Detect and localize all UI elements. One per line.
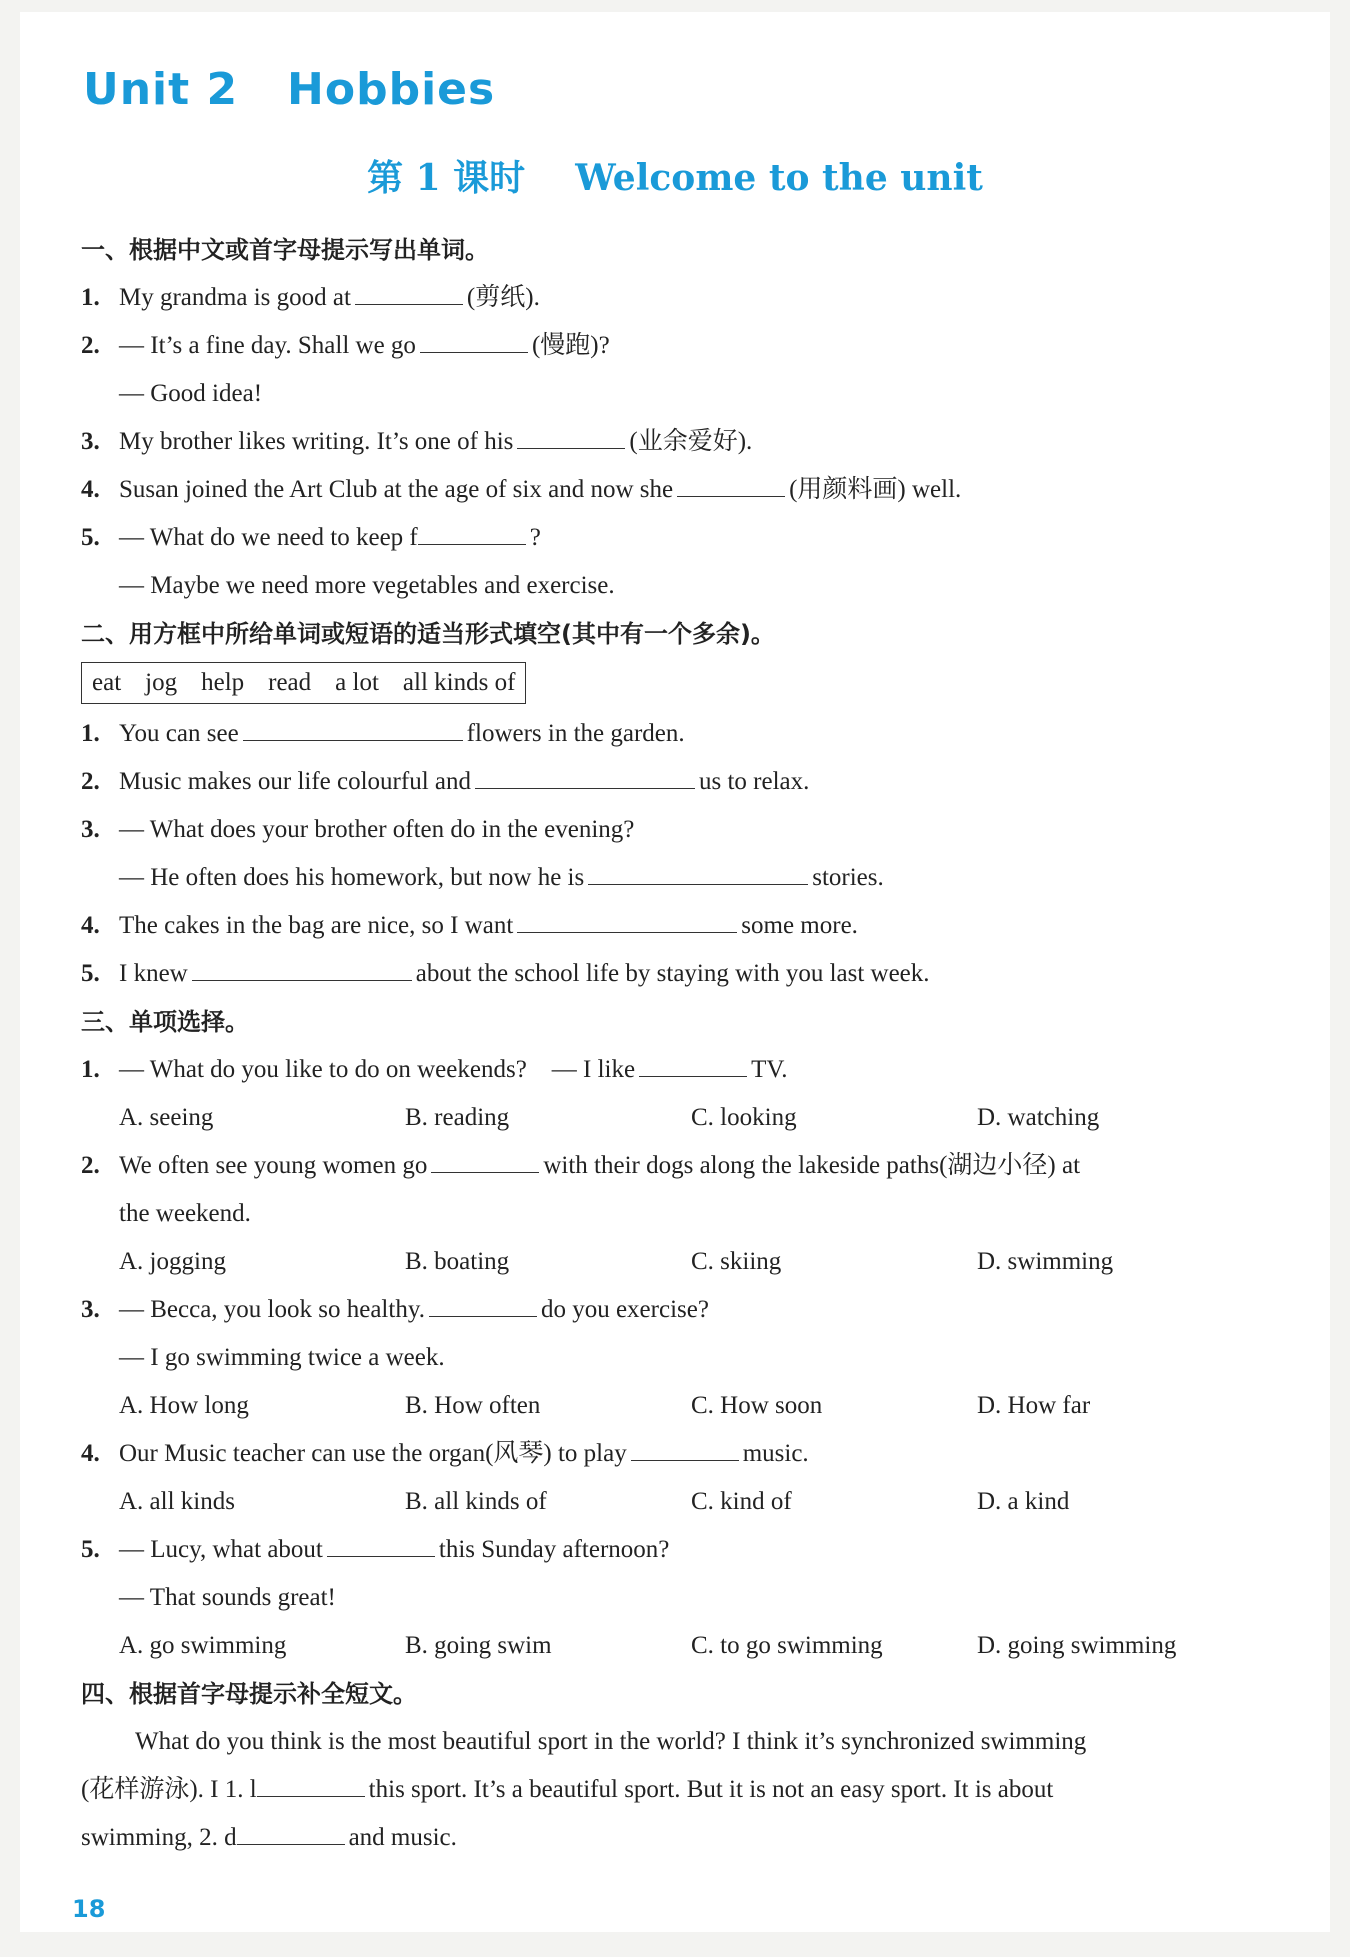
passage-text: (花样游泳). I 1. l [81, 1776, 257, 1803]
answer-blank[interactable] [517, 420, 625, 449]
option-d[interactable]: D. swimming [977, 1248, 1114, 1275]
question-text: Music makes our life colourful and [119, 768, 471, 795]
question-text: My grandma is good at [119, 284, 351, 311]
question-number: 1. [81, 1056, 100, 1083]
s3-q1 [81, 1046, 1291, 1094]
page-number: 18 [72, 1895, 106, 1923]
question-number: 2. [81, 768, 100, 795]
section2-heading: 二、用方框中所给单词或短语的适当形式填空(其中有一个多余)。 [81, 620, 775, 648]
answer-blank[interactable] [588, 856, 808, 885]
section1-heading: 一、根据中文或首字母提示写出单词。 [81, 236, 489, 264]
s1-q5 [81, 514, 1291, 562]
question-text-after: TV. [751, 1056, 788, 1083]
question-text-after: (剪纸). [466, 284, 540, 311]
answer-blank[interactable] [418, 516, 526, 545]
answer-blank[interactable] [631, 1432, 739, 1461]
lesson-title: 第 1 课时 Welcome to the unit [367, 157, 983, 199]
answer-blank[interactable] [192, 952, 412, 981]
question-number: 3. [81, 816, 100, 843]
question-text-after: about the school life by staying with you last week. [415, 960, 930, 987]
answer-blank[interactable] [420, 324, 528, 353]
s3-q1-options [81, 1094, 1291, 1142]
s3-q3-options [81, 1382, 1291, 1430]
question-number: 5. [81, 1536, 100, 1563]
s3-q3 [81, 1286, 1291, 1334]
question-text-after: some more. [741, 912, 858, 939]
question-number: 4. [81, 1440, 100, 1467]
question-text: We often see young women go [119, 1152, 428, 1179]
s1-q2 [81, 322, 1291, 370]
question-text: — Becca, you look so healthy. [119, 1296, 425, 1323]
s3-q2-cont: the weekend. [119, 1200, 251, 1227]
answer-blank[interactable] [355, 276, 463, 305]
s3-q2-options [81, 1238, 1291, 1286]
answer-blank[interactable] [677, 468, 785, 497]
question-text-after: music. [742, 1440, 809, 1467]
option-c[interactable]: C. skiing [691, 1248, 782, 1275]
answer-blank[interactable] [243, 712, 463, 741]
option-c[interactable]: C. How soon [691, 1392, 823, 1419]
s3-q4-options [81, 1478, 1291, 1526]
option-a[interactable]: A. seeing [119, 1104, 214, 1131]
option-d[interactable]: D. How far [977, 1392, 1091, 1419]
s2-q5 [81, 950, 1291, 998]
question-number: 3. [81, 428, 100, 455]
option-b[interactable]: B. How often [405, 1392, 541, 1419]
s3-q2 [81, 1142, 1291, 1190]
option-d[interactable]: D. going swimming [977, 1632, 1177, 1659]
question-number: 5. [81, 524, 100, 551]
answer-blank[interactable] [639, 1048, 747, 1077]
s1-q3 [81, 418, 1291, 466]
question-text-after: this Sunday afternoon? [438, 1536, 670, 1563]
option-a[interactable]: A. go swimming [119, 1632, 287, 1659]
option-d[interactable]: D. watching [977, 1104, 1100, 1131]
s2-q3-reply [81, 854, 1291, 902]
s3-q5-options [81, 1622, 1291, 1670]
passage-text: and music. [348, 1824, 457, 1851]
question-text-after: us to relax. [699, 768, 810, 795]
word-box-row [81, 658, 1291, 710]
passage-text: swimming, 2. d [81, 1824, 237, 1851]
question-text: — It’s a fine day. Shall we go [119, 332, 416, 359]
word-box-item: eat [92, 669, 122, 696]
unit-title: Unit 2 Hobbies [83, 64, 496, 115]
question-text-after: (业余爱好). [629, 428, 753, 455]
question-text: My brother likes writing. It’s one of his [119, 428, 514, 455]
answer-blank[interactable] [431, 1144, 539, 1173]
passage-text: What do you think is the most beautiful sport in the world? I think it’s synchronized swimming [135, 1728, 1087, 1755]
s2-q3 [81, 806, 1291, 854]
s3-q4 [81, 1430, 1291, 1478]
question-number: 2. [81, 332, 100, 359]
question-number: 1. [81, 284, 100, 311]
option-b[interactable]: B. boating [405, 1248, 510, 1275]
s2-q4 [81, 902, 1291, 950]
s3-q5 [81, 1526, 1291, 1574]
worksheet-page [20, 12, 1330, 1932]
option-b[interactable]: B. all kinds of [405, 1488, 547, 1515]
s2-q2 [81, 758, 1291, 806]
question-text: You can see [119, 720, 239, 747]
question-text: — Lucy, what about [119, 1536, 323, 1563]
question-text-after: with their dogs along the lakeside paths(湖边小径) at [543, 1152, 1081, 1179]
question-text: — What does your brother often do in the evening? [119, 816, 635, 843]
question-number: 3. [81, 1296, 100, 1323]
word-box-item: a lot [335, 669, 379, 696]
question-text-after: stories. [812, 864, 884, 891]
passage-line-3 [81, 1814, 1291, 1862]
question-number: 5. [81, 960, 100, 987]
question-number: 4. [81, 476, 100, 503]
question-text: Susan joined the Art Club at the age of six and now she [119, 476, 674, 503]
word-box-item: jog [145, 669, 178, 696]
option-b[interactable]: B. reading [405, 1104, 510, 1131]
question-text-after: do you exercise? [540, 1296, 709, 1323]
word-box-item: read [268, 669, 312, 696]
answer-blank[interactable] [475, 760, 695, 789]
answer-blank[interactable] [429, 1288, 537, 1317]
question-number: 1. [81, 720, 100, 747]
question-text: I knew [119, 960, 188, 987]
option-a[interactable]: A. all kinds [119, 1488, 235, 1515]
question-text: — What do you like to do on weekends? — I like [119, 1056, 636, 1083]
passage-line-2 [81, 1766, 1291, 1814]
s1-q4 [81, 466, 1291, 514]
passage-line-1 [81, 1718, 1291, 1766]
answer-blank[interactable] [327, 1528, 435, 1557]
option-a[interactable]: A. jogging [119, 1248, 226, 1275]
worksheet-content [81, 226, 1291, 1862]
passage-text: this sport. It’s a beautiful sport. But it is not an easy sport. It is about [368, 1776, 1054, 1803]
s1-q5-reply: — Maybe we need more vegetables and exercise. [119, 572, 615, 599]
s3-q5-reply: — That sounds great! [119, 1584, 336, 1611]
question-text: — He often does his homework, but now he is [119, 864, 585, 891]
s3-q3-reply: — I go swimming twice a week. [119, 1344, 445, 1371]
option-b[interactable]: B. going swim [405, 1632, 552, 1659]
section4-heading: 四、根据首字母提示补全短文。 [81, 1680, 417, 1708]
word-box [81, 662, 526, 704]
section3-heading: 三、单项选择。 [81, 1008, 249, 1036]
word-box-item: help [201, 669, 245, 696]
option-c[interactable]: C. kind of [691, 1488, 792, 1515]
question-text: The cakes in the bag are nice, so I want [119, 912, 514, 939]
question-text-after: flowers in the garden. [466, 720, 685, 747]
question-number: 4. [81, 912, 100, 939]
question-text-after: (用颜料画) well. [789, 476, 962, 503]
question-number: 2. [81, 1152, 100, 1179]
question-text-after: ? [529, 524, 541, 551]
s1-q1 [81, 274, 1291, 322]
option-c[interactable]: C. looking [691, 1104, 797, 1131]
option-d[interactable]: D. a kind [977, 1488, 1070, 1515]
question-text-after: (慢跑)? [531, 332, 610, 359]
s2-q1 [81, 710, 1291, 758]
question-text: — What do we need to keep f [119, 524, 418, 551]
answer-blank[interactable] [237, 1816, 345, 1845]
answer-blank[interactable] [517, 904, 737, 933]
option-a[interactable]: A. How long [119, 1392, 249, 1419]
word-box-item: all kinds of [402, 669, 516, 696]
question-text: Our Music teacher can use the organ(风琴) to play [119, 1440, 627, 1467]
answer-blank[interactable] [257, 1768, 365, 1797]
option-c[interactable]: C. to go swimming [691, 1632, 883, 1659]
s1-q2-reply: — Good idea! [119, 380, 263, 407]
